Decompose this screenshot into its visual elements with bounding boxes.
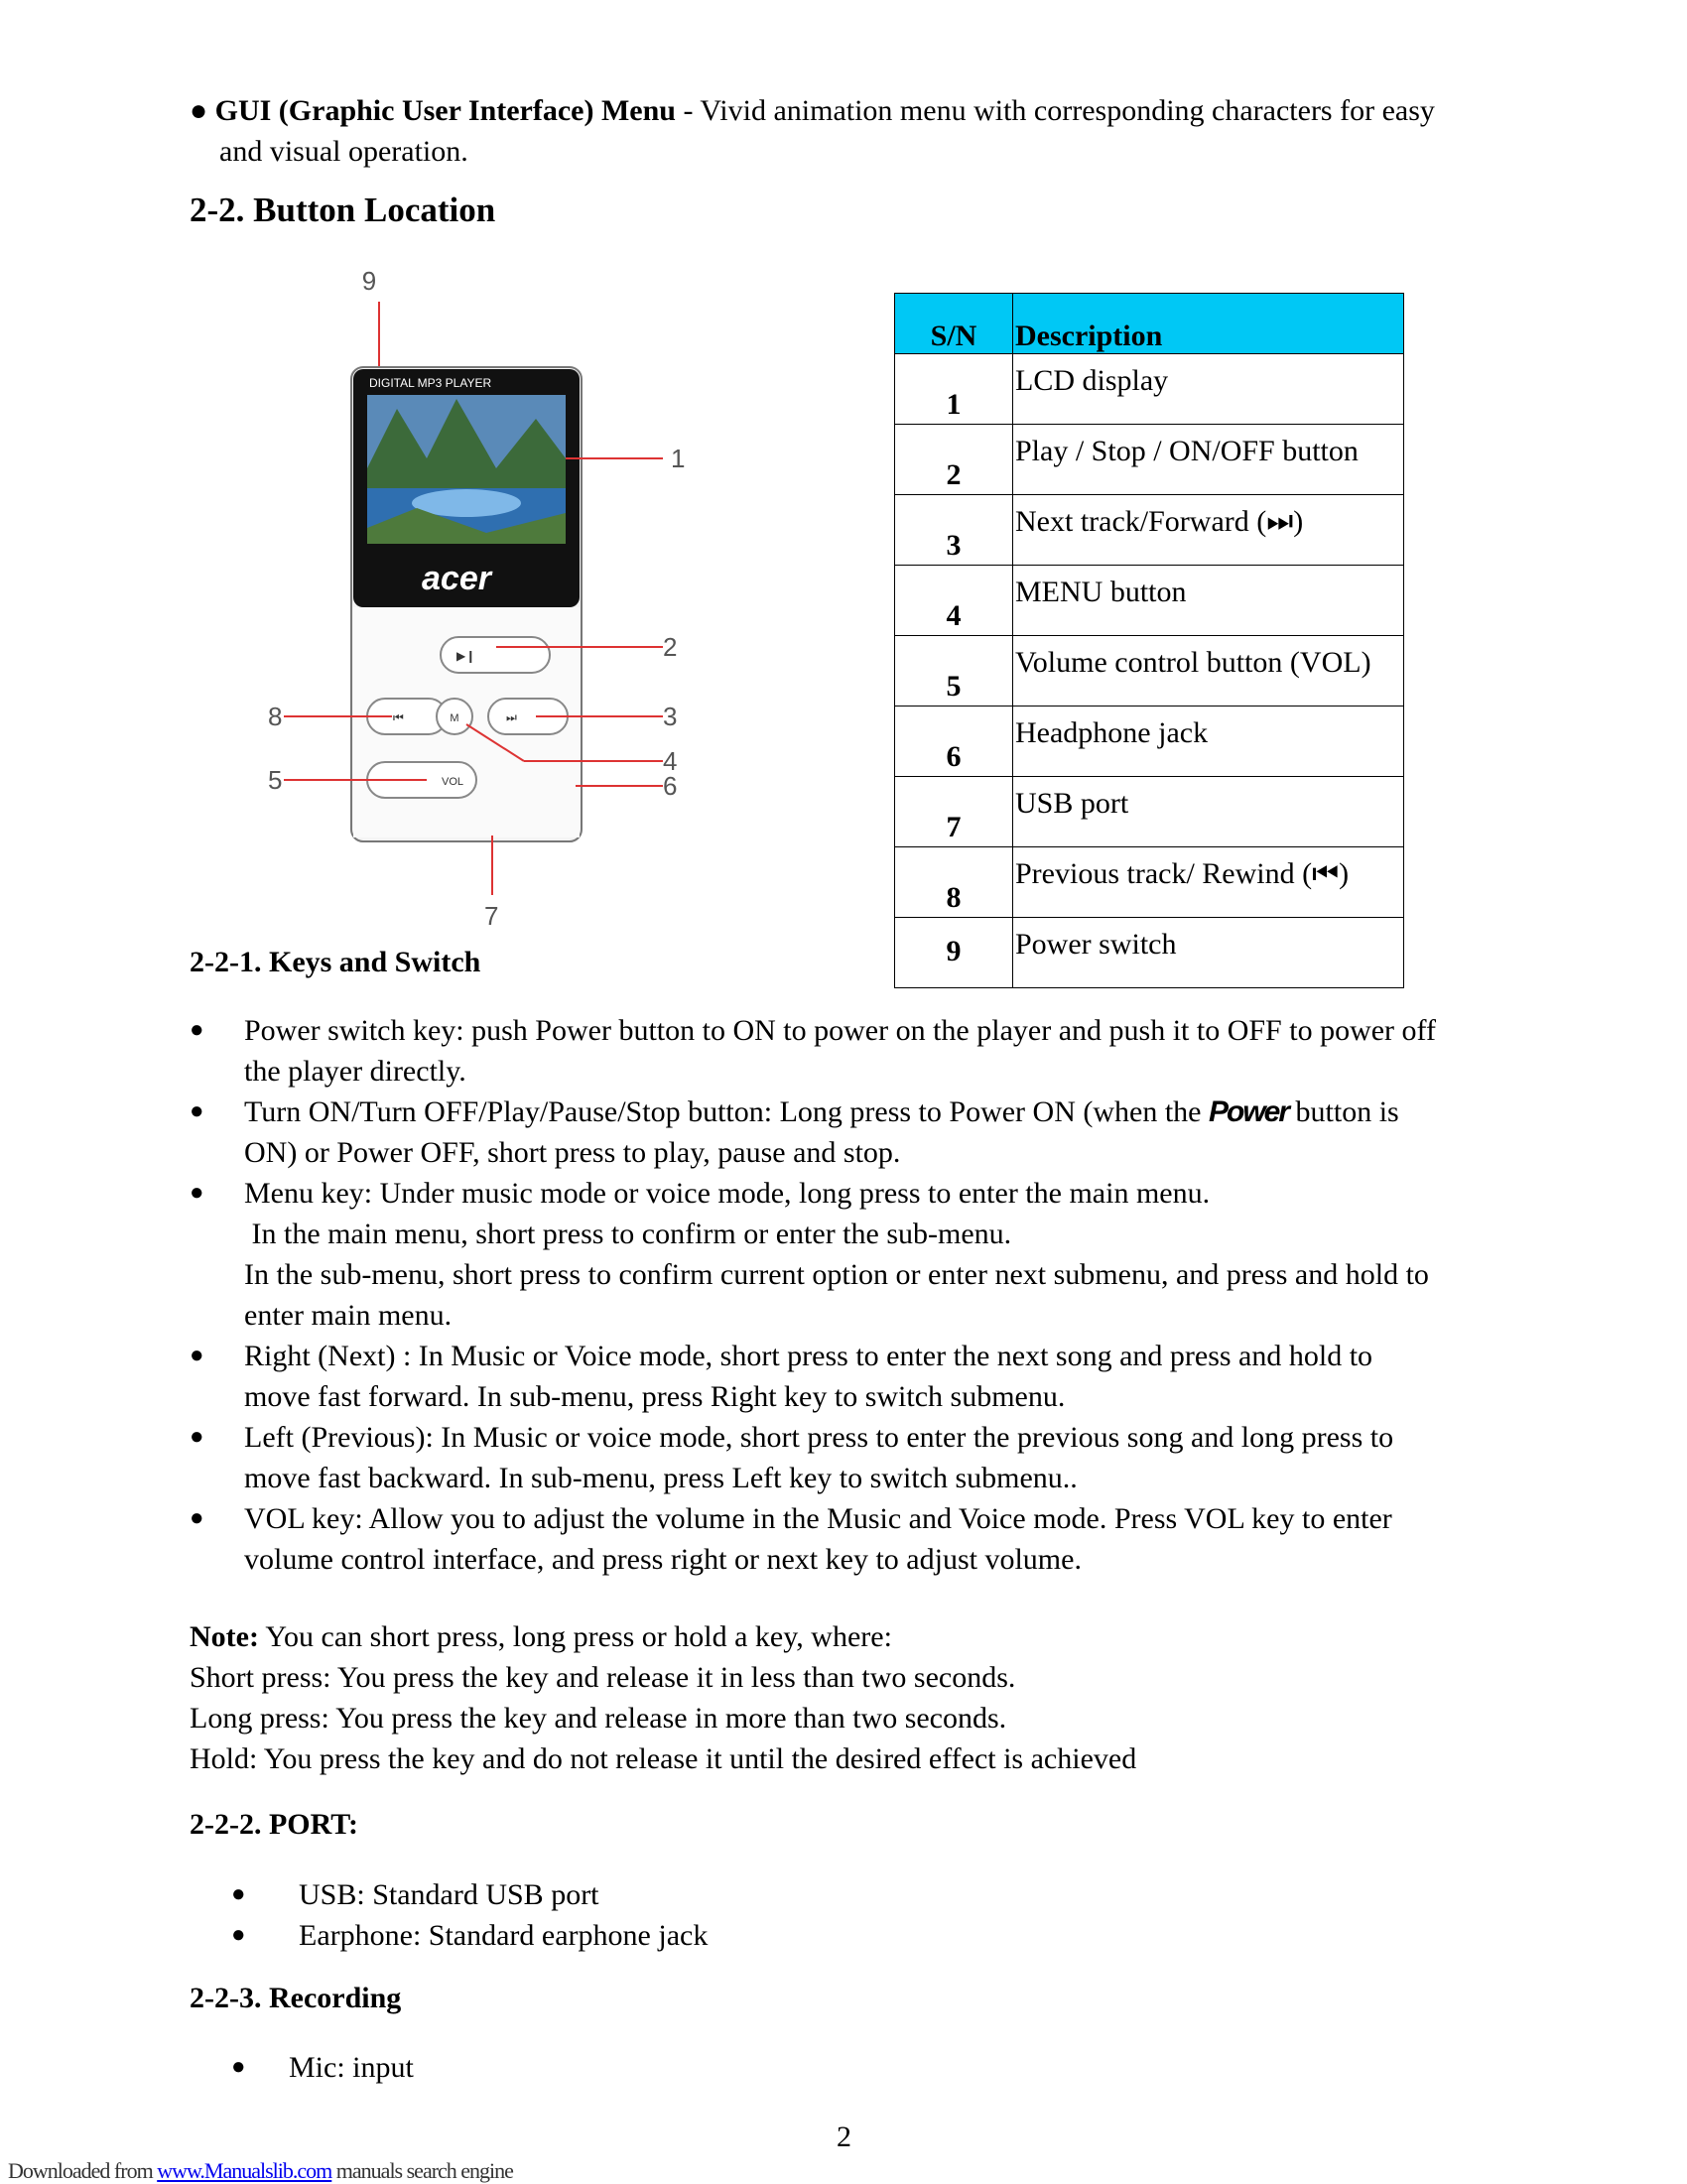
list-item-line: enter main menu. [244,1299,453,1332]
svg-text:M: M [450,712,459,724]
callout-4: 4 [663,746,678,776]
bullet-dot: ● [231,1922,246,1948]
list-item [190,1173,1519,1336]
table-cell-sn: 4 [895,566,1013,636]
intro-bullet [190,90,1519,131]
table-cell-sn: 7 [895,777,1013,847]
table-row [895,566,1404,636]
list-item-line: In the sub-menu, short press to confirm current option or enter next submenu, and press and hold to [244,1258,1429,1291]
power-keyword: Power [1209,1095,1289,1128]
note-label: Note: [190,1620,259,1653]
svg-text:⏭: ⏭ [506,710,517,724]
recording-section-title: 2-2-3. Recording [190,1982,402,2014]
table-row [895,777,1404,847]
brand-logo: acer [422,560,491,597]
table-row [895,707,1404,777]
table-cell-sn: 5 [895,636,1013,707]
intro-bullet-title: GUI (Graphic User Interface) Menu [214,94,676,127]
port-section-title: 2-2-2. PORT: [190,1808,359,1841]
table-cell-desc: USB port [1013,777,1404,847]
recording-list [231,2047,1124,2088]
list-item [190,1417,1519,1498]
bullet-dot: ● [190,1098,204,1124]
bullet-dot: ● [190,1505,204,1531]
table-cell-desc: Headphone jack [1013,707,1404,777]
note-block [190,1616,1519,1779]
page-number: 2 [837,2120,851,2153]
table-header-row [895,294,1404,354]
table-cell-desc: Power switch [1013,918,1404,988]
bullet-dot: ● [190,1180,204,1206]
table-header-sn: S/N [895,294,1013,354]
list-item-line: Menu key: Under music mode or voice mode, long press to enter the main menu. [244,1177,1211,1210]
table-row [895,425,1404,495]
svg-text:▶❙: ▶❙ [456,649,476,663]
list-item: ● Mic: input [231,2047,1124,2088]
table-cell-desc: LCD display [1013,354,1404,425]
list-item-line: the player directly. [244,1055,466,1088]
list-item [190,1498,1519,1580]
list-item-line: Power switch key: push Power button to ON to power on the player and push it to OFF to power off [244,1014,1436,1047]
bullet-dot: ● [190,94,215,127]
list-item-line: Left (Previous): In Music or voice mode, short press to enter the previous song and long press to [244,1421,1394,1454]
table-row [895,495,1404,566]
table-cell-desc: Volume control button (VOL) [1013,636,1404,707]
intro-bullet-text: - Vivid animation menu with corresponding characters for easy [675,94,1435,127]
table-cell-desc: Previous track/ Rewind (⏮) [1013,847,1404,918]
table-cell-desc: MENU button [1013,566,1404,636]
table-row [895,354,1404,425]
button-table [894,293,1404,988]
callout-1: 1 [671,444,685,473]
callout-5: 5 [268,765,283,795]
list-item [190,1336,1519,1417]
table-cell-desc: Next track/Forward (⏭) [1013,495,1404,566]
list-item [190,1010,1519,1092]
list-item-line: Turn ON/Turn OFF/Play/Pause/Stop button: Long press to Power ON (when the Power button is [244,1095,1399,1128]
table-row [895,636,1404,707]
note-line: Hold: You press the key and do not release it until the desired effect is achieved [190,1742,1137,1775]
list-item-line: volume control interface, and press right or next key to adjust volume. [244,1543,1082,1576]
table-cell-sn: 6 [895,707,1013,777]
list-item-line: ON) or Power OFF, short press to play, pause and stop. [244,1136,901,1169]
port-list [231,1874,1124,1956]
callout-9: 9 [361,266,377,296]
intro-bullet-text-cont: and visual operation. [219,135,468,168]
bullet-dot: ● [190,1017,204,1043]
keys-section-title: 2-2-1. Keys and Switch [190,946,481,978]
table-cell-desc: Play / Stop / ON/OFF button [1013,425,1404,495]
table-cell-sn: 1 [895,354,1013,425]
list-item: ● USB: Standard USB port [231,1874,1124,1915]
player-header-text: DIGITAL MP3 PLAYER [369,376,492,390]
table-header-description: Description [1013,294,1404,354]
list-item-line: In the main menu, short press to confirm or enter the sub-menu. [244,1218,1012,1250]
list-item: ● Earphone: Standard earphone jack [231,1915,1124,1956]
footer: Downloaded from www.Manualslib.com manuals search engine [8,2158,513,2183]
bullet-dot: ● [190,1343,204,1368]
manualslib-link[interactable]: www.Manualslib.com [157,2158,332,2183]
table-row [895,847,1404,918]
list-item-line: move fast forward. In sub-menu, press Right key to switch submenu. [244,1380,1066,1413]
table-row [895,918,1404,988]
callout-6: 6 [663,771,678,801]
list-item-line: move fast backward. In sub-menu, press Left key to switch submenu.. [244,1462,1078,1494]
callout-2: 2 [663,632,678,662]
note-line: Short press: You press the key and release it in less than two seconds. [190,1661,1016,1694]
list-item [190,1092,1519,1173]
bullet-dot: ● [231,2054,246,2080]
callout-7: 7 [484,901,499,931]
table-cell-sn: 8 [895,847,1013,918]
keys-list [190,1010,1519,1580]
bullet-dot: ● [190,1424,204,1450]
callout-3: 3 [663,702,678,731]
table-cell-sn: 2 [895,425,1013,495]
table-cell-sn: 3 [895,495,1013,566]
note-line: Note: You can short press, long press or hold a key, where: [190,1620,892,1653]
bullet-dot: ● [231,1881,246,1907]
device-diagram [268,260,685,935]
note-line: Long press: You press the key and release in more than two seconds. [190,1702,1007,1734]
callout-8: 8 [268,702,283,731]
svg-text:⏮: ⏮ [393,710,404,724]
svg-text:VOL: VOL [442,776,464,788]
list-item-line: VOL key: Allow you to adjust the volume in the Music and Voice mode. Press VOL key to enter [244,1502,1392,1535]
list-item-line: Right (Next) : In Music or Voice mode, short press to enter the next song and press and hold to [244,1340,1373,1372]
section-title: 2-2. Button Location [190,191,496,229]
table-cell-sn: 9 [895,918,1013,988]
